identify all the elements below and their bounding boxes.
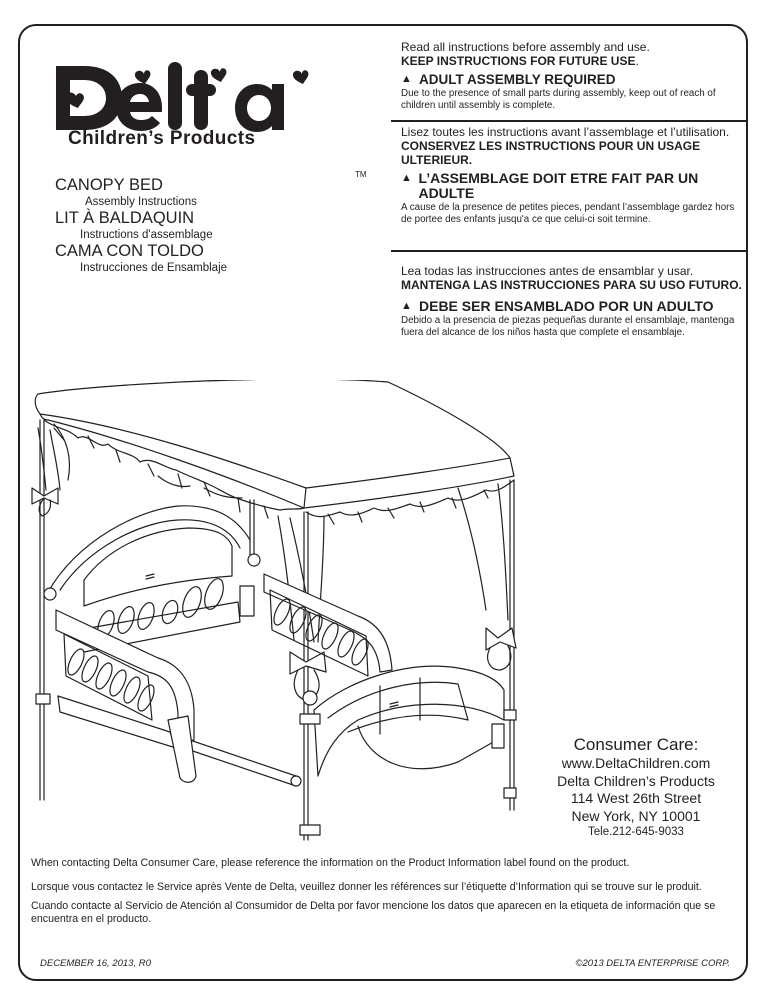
warning-heading: [401, 299, 747, 314]
warning-triangle-icon: ▲: [401, 172, 412, 184]
warning-english: [401, 40, 747, 120]
copyright: ©2013 DELTA ENTERPRISE CORP.: [575, 958, 730, 969]
subtitle-spanish: Instrucciones de Ensamblaje: [80, 262, 228, 274]
revision-date: DECEMBER 16, 2013, R0: [40, 958, 151, 969]
consumer-care-contact: [512, 735, 760, 839]
warning-intro: [401, 264, 747, 292]
intro-bold-text: CONSERVEZ LES INSTRUCTIONS POUR UN USAGE ULTERIEUR.: [401, 139, 701, 167]
website-link[interactable]: www.DeltaChildren.com: [561, 755, 711, 771]
intro-text: Lisez toutes les instructions avant l’assemblage et l’utilisation.: [401, 125, 730, 139]
warnings-column: [401, 40, 747, 339]
title-spanish: CAMA CON TOLDO: [55, 242, 204, 260]
warning-heading: [401, 72, 747, 87]
warning-french: [401, 125, 747, 250]
company-name: Delta Children’s Products: [557, 772, 715, 789]
title-english: CANOPY BED: [55, 176, 163, 194]
trademark-symbol: TM: [355, 170, 367, 179]
intro-text: Read all instructions before assembly and use.: [401, 40, 650, 54]
intro-tail: .: [635, 54, 639, 68]
warning-body: Debido a la presencia de piezas pequeñas durante el ensamblaje, mantenga fuera del alcance de los niños hasta que complete el ensamblaje.: [401, 315, 735, 338]
product-titles: [55, 176, 315, 275]
bed-drawing: [28, 380, 528, 850]
note-french: Lorsque vous contactez le Service après Vente de Delta, veuillez donner les références sur l’étiquette d’Information qui se trouve sur le produit.: [31, 881, 702, 893]
warning-body: A cause de la presence de petites pieces, pendant l’assemblage gardez hors de portee des enfants jusqu'a ce que celui-ci soit termine.: [401, 202, 735, 225]
street-address: 114 West 26th Street: [570, 790, 702, 806]
contact-notes: [31, 857, 741, 926]
heading-text: ADULT ASSEMBLY REQUIRED: [419, 72, 616, 87]
divider: [391, 250, 748, 252]
warning-triangle-icon: ▲: [401, 300, 412, 312]
warning-body: Due to the presence of small parts during assembly, keep out of reach of children until assembly is complete.: [401, 88, 716, 111]
logo-subtitle: Children’s Products: [68, 128, 256, 149]
phone-number: Tele.212-645-9033: [588, 826, 684, 838]
subtitle-french: Instructions d'assemblage: [80, 229, 213, 241]
warning-triangle-icon: ▲: [401, 73, 412, 85]
divider: [391, 120, 748, 122]
warning-intro: [401, 40, 747, 68]
note-spanish: Cuando contacte al Servicio de Atención al Consumidor de Delta por favor mencione los datos que aparecen en la etiqueta de información que se encuentra en el producto.: [31, 900, 716, 925]
city-address: New York, NY 10001: [571, 807, 701, 824]
warning-intro: [401, 125, 747, 167]
intro-bold-text: KEEP INSTRUCTIONS FOR FUTURE USE: [401, 54, 636, 68]
canopy-bed-illustration: [28, 380, 528, 850]
note-english: When contacting Delta Consumer Care, please reference the information on the Product Information label found on the product.: [31, 857, 630, 869]
title-french: LIT À BALDAQUIN: [55, 209, 195, 227]
intro-text: Lea todas las instrucciones antes de ensamblar y usar.: [401, 264, 694, 278]
intro-bold-text: MANTENGA LAS INSTRUCCIONES PARA SU USO FUTURO.: [401, 278, 742, 292]
subtitle-english: Assembly Instructions: [85, 196, 197, 208]
warning-heading: [401, 171, 747, 201]
warning-spanish: [401, 264, 747, 339]
heading-text: DEBE SER ENSAMBLADO POR UN ADULTO: [419, 298, 714, 314]
heading-text: L’ASSEMBLAGE DOIT ETRE FAIT PAR UN ADULTE: [418, 170, 699, 201]
consumer-care-title: Consumer Care:: [573, 735, 699, 754]
delta-wordmark: [50, 52, 320, 132]
